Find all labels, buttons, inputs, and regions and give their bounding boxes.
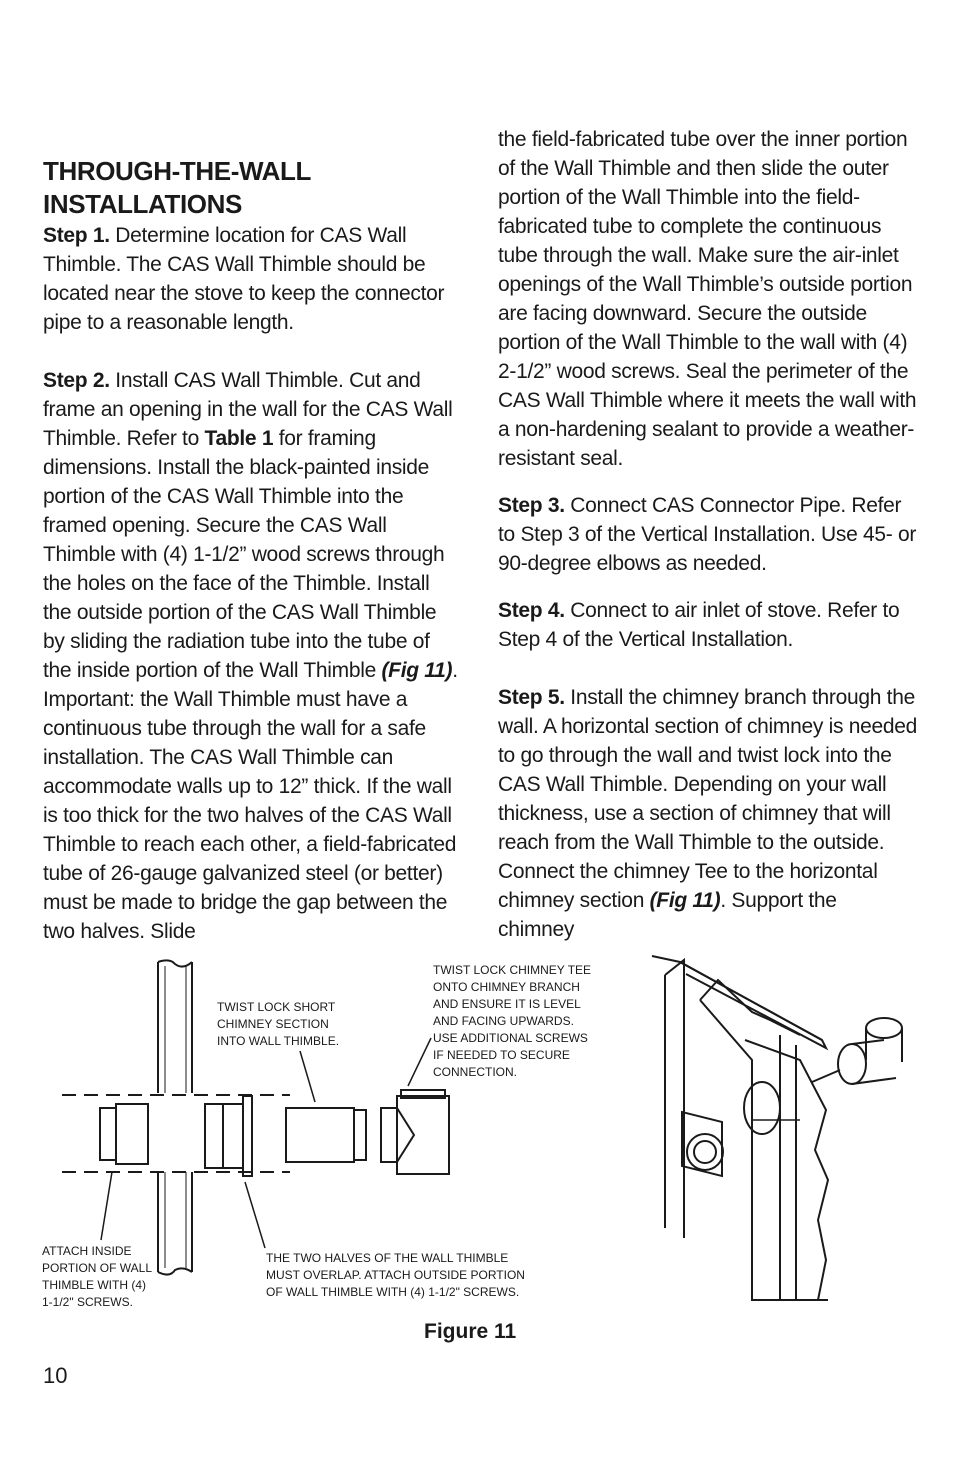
section-heading bbox=[43, 155, 463, 221]
outside-thimble-portion bbox=[205, 1096, 252, 1176]
step2-text-c: . Important: the Wall Thimble must have a continuous tube through the wall for a safe installation. The CAS Wall Thimble can accommodate walls up to 12” thick. If the wall is too thick for the two halves of the CAS Wall Thimble to reach each other, a field-fabricated tube of 26-gauge galvanized steel (or better) must be made to bridge the gap between the two halves. Slide bbox=[43, 659, 458, 943]
callout-two-halves: THE TWO HALVES OF THE WALL THIMBLE MUST OVERLAP. ATTACH OUTSIDE PORTION OF WALL THIMBLE WITH (4) 1-1/2" SCREWS. bbox=[266, 1251, 525, 1299]
section-heading-line2: INSTALLATIONS bbox=[43, 189, 242, 219]
step3-text: Connect CAS Connector Pipe. Refer to Step 3 of the Vertical Installation. Use 45- or 90-degree elbows as needed. bbox=[498, 494, 917, 575]
chimney-tee bbox=[381, 1090, 449, 1174]
perspective-wall-view bbox=[652, 956, 902, 1300]
step4-paragraph bbox=[498, 596, 918, 654]
step2-paragraph bbox=[43, 366, 463, 946]
section-heading-line1: THROUGH-THE-WALL bbox=[43, 156, 311, 186]
table-reference: Table 1 bbox=[204, 427, 274, 450]
inside-thimble-portion bbox=[100, 1104, 148, 1164]
right-column bbox=[498, 125, 918, 973]
step1-paragraph bbox=[43, 221, 463, 337]
step3-paragraph bbox=[498, 491, 918, 578]
step2-text-b: for framing dimensions. Install the black-painted inside portion of the CAS Wall Thimble into the framed opening. Secure the CAS Wall Thimble with (4) 1-1/2” wood screws through the holes on the face of the Thimble. Install the outside portion of the CAS Wall Thimble by sliding the radiation tube into the tube of the inside portion of the Wall Thimble bbox=[43, 427, 445, 682]
step4-text: Connect to air inlet of stove. Refer to Step 4 of the Vertical Installation. bbox=[498, 599, 900, 651]
figure-reference: (Fig 11) bbox=[649, 889, 721, 912]
short-chimney-section bbox=[286, 1108, 366, 1162]
step5-label: Step 5. bbox=[498, 686, 565, 709]
callout-short-section: TWIST LOCK SHORT CHIMNEY SECTION INTO WALL THIMBLE. bbox=[217, 1000, 340, 1048]
step5-text-a: Install the chimney branch through the wall. A horizontal section of chimney is needed to go through the wall and twist lock into the CAS Wall Thimble. Depending on your wall thickness, use a section of chimney that will reach from the Wall Thimble to the outside. Connect the chimney Tee to the horizontal chimney section bbox=[498, 686, 917, 912]
figure-caption: Figure 11 bbox=[424, 1320, 517, 1343]
figure-reference: (Fig 11) bbox=[381, 659, 453, 682]
wall-upper bbox=[158, 960, 192, 1093]
step1-label: Step 1. bbox=[43, 224, 110, 247]
step1-text: Determine location for CAS Wall Thimble. The CAS Wall Thimble should be located near the stove to keep the connector pipe to a reasonable length. bbox=[43, 224, 445, 334]
step5-paragraph bbox=[498, 683, 918, 944]
callout-chimney-tee: TWIST LOCK CHIMNEY TEE ONTO CHIMNEY BRANCH AND ENSURE IT IS LEVEL AND FACING UPWARDS. USE ADDITIONAL SCREWS IF NEEDED TO SECURE CONNECTION. bbox=[433, 963, 592, 1079]
step2-label: Step 2. bbox=[43, 369, 110, 392]
step4-label: Step 4. bbox=[498, 599, 565, 622]
left-column bbox=[43, 221, 463, 975]
callout-inside-portion: ATTACH INSIDE PORTION OF WALL THIMBLE WITH (4) 1-1/2" SCREWS. bbox=[42, 1244, 153, 1309]
step5-text-b: . Support the chimney bbox=[498, 889, 837, 941]
continued-paragraph: the field-fabricated tube over the inner portion of the Wall Thimble and then slide the outer portion of the Wall Thimble into the field-fabricated tube to complete the continuous tube through the wall. Make sure the air-inlet openings of the Wall Thimble’s outside portion are facing downward. Secure the outside portion of the Wall Thimble to the wall with (4) 2-1/2” wood screws. Seal the perimeter of the CAS Wall Thimble where it meets the wall with a non-hardening sealant to provide a weather-resistant seal. bbox=[498, 128, 917, 470]
page-number: 10 bbox=[43, 1363, 68, 1388]
step3-label: Step 3. bbox=[498, 494, 565, 517]
step2-text-a: Install CAS Wall Thimble. Cut and frame an opening in the wall for the CAS Wall Thimble. Refer to bbox=[43, 369, 453, 450]
